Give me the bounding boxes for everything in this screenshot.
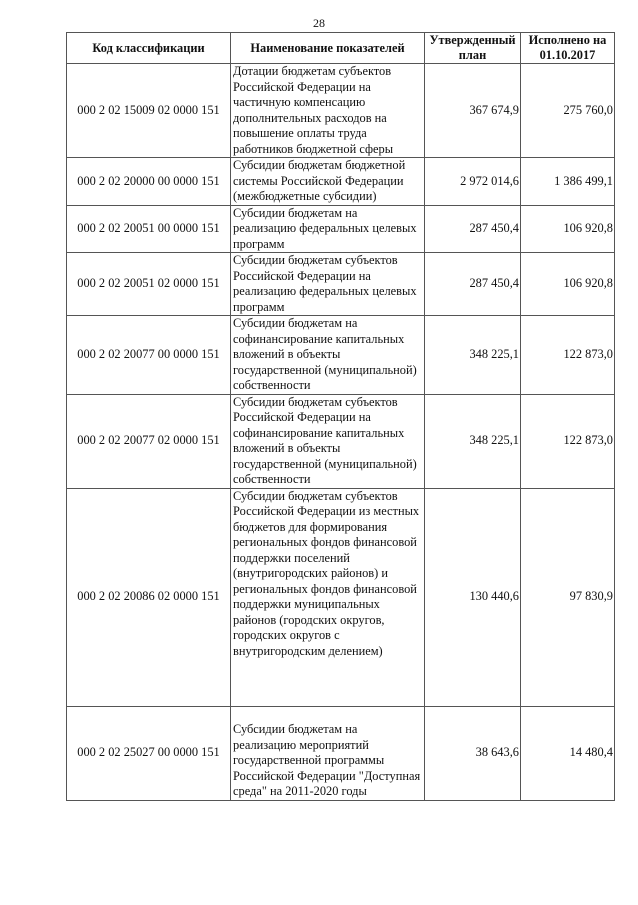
- header-executed: Исполнено на 01.10.2017: [521, 33, 615, 64]
- cell-code: 000 2 02 15009 02 0000 151: [67, 64, 231, 158]
- cell-code: 000 2 02 20051 00 0000 151: [67, 205, 231, 253]
- cell-code: 000 2 02 25027 00 0000 151: [67, 706, 231, 800]
- cell-name: Субсидии бюджетам субъектов Российской Федерации из местных бюджетов для формирования региональных фондов финансовой поддержки поселений (внутригородских районов) и региональных фондов финансовой поддержки муниципальных районов (городских округов, городских округов с внутригородским делением): [231, 488, 425, 706]
- cell-executed: 97 830,9: [521, 488, 615, 706]
- cell-name: Субсидии бюджетам субъектов Российской Федерации на софинансирование капитальных вложений в объекты государственной (муниципальной) собственности: [231, 394, 425, 488]
- cell-plan: 130 440,6: [425, 488, 521, 706]
- cell-code: 000 2 02 20000 00 0000 151: [67, 158, 231, 206]
- header-code: Код классификации: [67, 33, 231, 64]
- cell-executed: 1 386 499,1: [521, 158, 615, 206]
- budget-table: [66, 32, 615, 801]
- cell-executed: 14 480,4: [521, 706, 615, 800]
- cell-plan: 287 450,4: [425, 205, 521, 253]
- cell-plan: 348 225,1: [425, 394, 521, 488]
- cell-executed: 122 873,0: [521, 394, 615, 488]
- table-row: [67, 706, 615, 800]
- table-header-row: [67, 33, 615, 64]
- cell-name: Субсидии бюджетам бюджетной системы Российской Федерации (межбюджетные субсидии): [231, 158, 425, 206]
- cell-name: Субсидии бюджетам субъектов Российской Федерации на реализацию федеральных целевых программ: [231, 253, 425, 316]
- cell-executed: 122 873,0: [521, 316, 615, 395]
- table-row: [67, 205, 615, 253]
- cell-plan: 38 643,6: [425, 706, 521, 800]
- cell-plan: 2 972 014,6: [425, 158, 521, 206]
- table-row: [67, 253, 615, 316]
- table-row: [67, 64, 615, 158]
- table-row: [67, 316, 615, 395]
- cell-plan: 367 674,9: [425, 64, 521, 158]
- cell-code: 000 2 02 20077 02 0000 151: [67, 394, 231, 488]
- cell-executed: 106 920,8: [521, 205, 615, 253]
- cell-plan: 287 450,4: [425, 253, 521, 316]
- cell-name: Субсидии бюджетам на реализацию мероприятий государственной программы Российской Федерации "Доступная среда" на 2011-2020 годы: [231, 706, 425, 800]
- header-name: Наименование показателей: [231, 33, 425, 64]
- table-row: [67, 488, 615, 706]
- table-row: [67, 158, 615, 206]
- table-row: [67, 394, 615, 488]
- cell-name: Субсидии бюджетам на реализацию федеральных целевых программ: [231, 205, 425, 253]
- header-plan: Утвержденный план: [425, 33, 521, 64]
- cell-executed: 106 920,8: [521, 253, 615, 316]
- page-number: 28: [313, 16, 325, 30]
- cell-code: 000 2 02 20051 02 0000 151: [67, 253, 231, 316]
- cell-code: 000 2 02 20077 00 0000 151: [67, 316, 231, 395]
- cell-name: Дотации бюджетам субъектов Российской Федерации на частичную компенсацию дополнительных расходов на повышение оплаты труда работников бюджетной сферы: [231, 64, 425, 158]
- cell-name: Субсидии бюджетам на софинансирование капитальных вложений в объекты государственной (муниципальной) собственности: [231, 316, 425, 395]
- cell-executed: 275 760,0: [521, 64, 615, 158]
- cell-plan: 348 225,1: [425, 316, 521, 395]
- cell-code: 000 2 02 20086 02 0000 151: [67, 488, 231, 706]
